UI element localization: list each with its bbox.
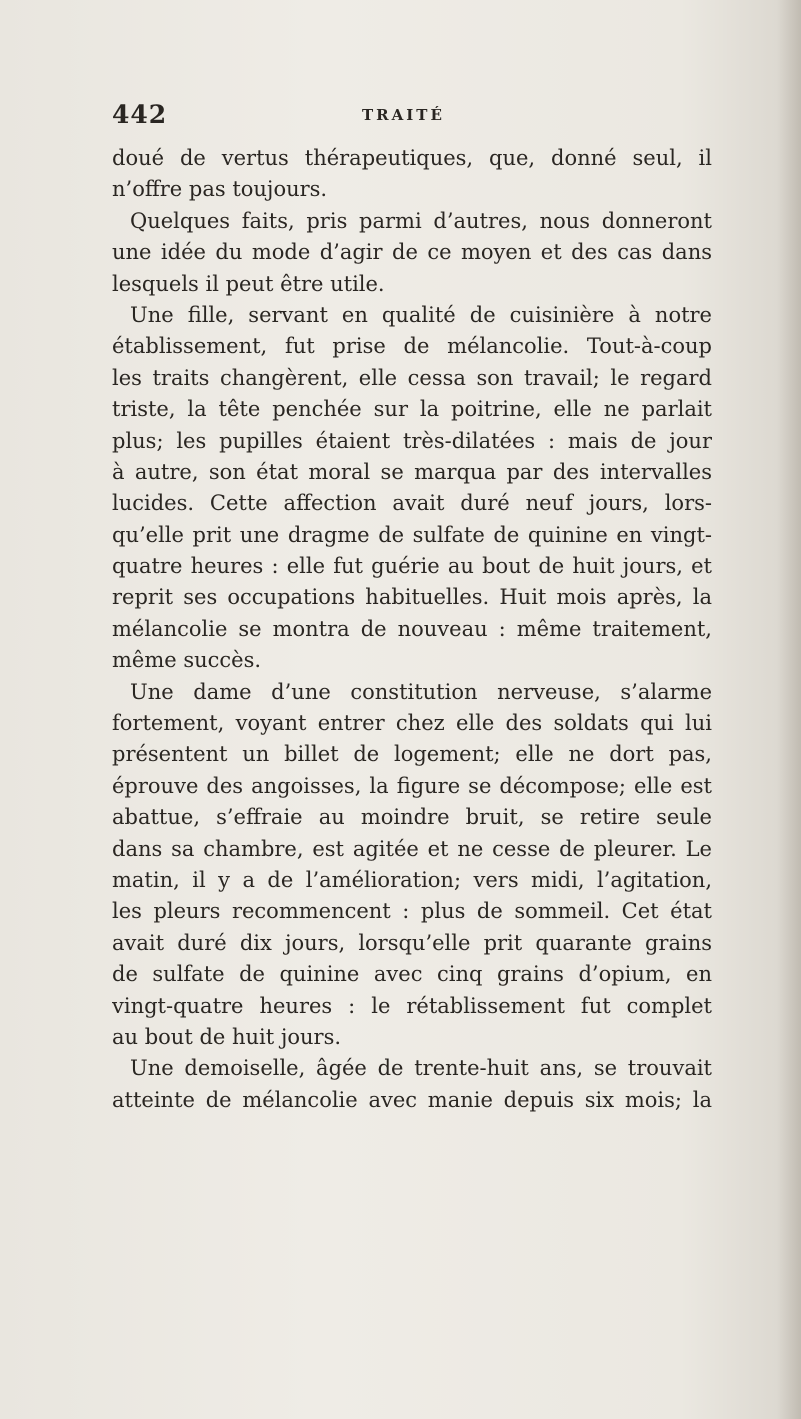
running-head: TRAITÉ [362,106,445,124]
text-line: qu’elle prit une dragme de sulfate de quinine en vingt- [112,522,712,547]
text-line: Une demoiselle, âgée de trente-huit ans, se trouvait [130,1056,712,1081]
text-line: éprouve des angoisses, la figure se décompose; elle est [112,773,712,798]
text-line: mélancolie se montra de nouveau : même traitement, [112,616,712,641]
text-line: vingt-quatre heures : le rétablissement fut complet [112,993,712,1018]
text-line: reprit ses occupations habituelles. Huit mois après, la [112,585,712,610]
text-line: les pleurs recommencent : plus de sommeil. Cet état [112,899,712,924]
text-line: atteinte de mélancolie avec manie depuis six mois; la [112,1087,712,1112]
text-line: de sulfate de quinine avec cinq grains d’opium, en [112,962,712,987]
text-line: triste, la tête penchée sur la poitrine, elle ne parlait [112,397,712,422]
text-line: plus; les pupilles étaient très-dilatées : mais de jour [112,428,712,453]
text-line: fortement, voyant entrer chez elle des soldats qui lui [112,711,712,736]
text-line: établissement, fut prise de mélancolie. Tout-à-coup [112,334,712,359]
page-number: 442 [112,100,168,129]
text-line: à autre, son état moral se marqua par des intervalles [112,459,712,484]
body-text [112,143,712,1116]
text-line: quatre heures : elle fut guérie au bout de huit jours, et [112,554,712,579]
page-edge-shadow [777,0,801,1419]
text-line: dans sa chambre, est agitée et ne cesse de pleurer. Le [112,836,712,861]
text-line: avait duré dix jours, lorsqu’elle prit quarante grains [112,930,712,955]
text-line: les traits changèrent, elle cessa son travail; le regard [112,365,712,390]
text-line: Quelques faits, pris parmi d’autres, nous donneront [130,208,712,233]
text-line: n’offre pas toujours. [112,177,328,202]
text-line: abattue, s’effraie au moindre bruit, se retire seule [112,805,712,830]
page-header [112,100,702,134]
text-line: doué de vertus thérapeutiques, que, donné seul, il [112,146,712,170]
text-line: lucides. Cette affection avait duré neuf jours, lors- [112,491,712,516]
text-line: matin, il y a de l’amélioration; vers midi, l’agitation, [112,867,712,892]
text-line: Une fille, servant en qualité de cuisinière à notre [130,302,712,327]
text-line: présentent un billet de logement; elle ne dort pas, [112,742,712,767]
text-line: Une dame d’une constitution nerveuse, s’alarme [130,679,712,704]
text-line: lesquels il peut être utile. [112,271,385,296]
text-line: au bout de huit jours. [112,1024,342,1049]
text-line: une idée du mode d’agir de ce moyen et des cas dans [112,240,712,265]
text-line: même succès. [112,648,262,673]
